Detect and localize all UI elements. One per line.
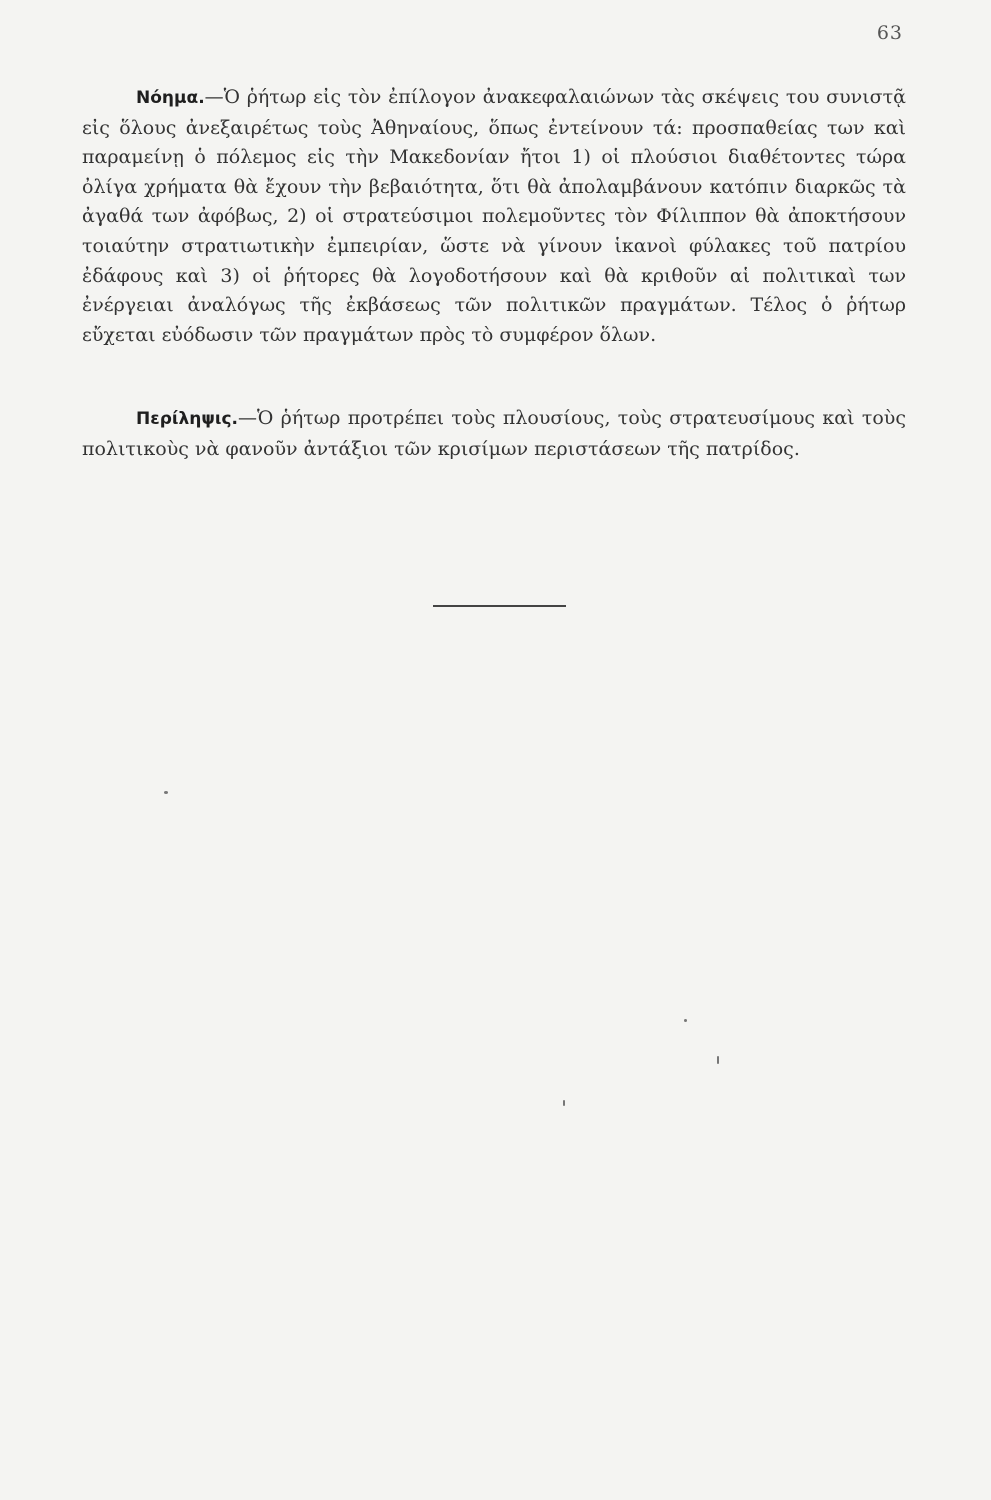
scan-speck bbox=[684, 1019, 687, 1022]
noema-heading: Νόημα. bbox=[136, 88, 205, 108]
perilipsi-body bbox=[82, 404, 906, 464]
perilipsi-paragraph bbox=[82, 404, 906, 464]
scan-speck bbox=[563, 1100, 565, 1106]
noema-paragraph bbox=[82, 83, 906, 350]
perilipsi-heading: Περίληψις. bbox=[136, 409, 238, 429]
noema-body bbox=[82, 83, 906, 350]
scan-speck bbox=[717, 1056, 719, 1064]
section-divider-rule bbox=[433, 605, 566, 607]
scan-speck bbox=[164, 791, 168, 794]
perilipsi-text: —Ὁ ῥήτωρ προτρέπει τοὺς πλουσίους, τοὺς στρατευσίμους καὶ τοὺς πολιτικοὺς νὰ φανοῦν ἀντάξιοι τῶν κρισίμων περιστάσεων τῆς πατρίδος. bbox=[82, 407, 906, 460]
page-number: 63 bbox=[876, 22, 903, 44]
noema-text: —Ὁ ῥήτωρ εἰς τὸν ἐπίλογον ἀνακεφαλαιώνων τὰς σκέψεις του συνιστᾷ εἰς ὅλους ἀνεξαιρέτως τοὺς Ἀθηναίους, ὅπως ἐντείνουν τά: προσπαθείας των καὶ παραμείνῃ ὁ πόλεμος εἰς τὴν Μακεδονίαν ἤτοι 1) οἱ πλούσιοι διαθέτοντες τώρα ὀλίγα χρήματα θὰ ἔχουν τὴν βεβαιότητα, ὅτι θὰ ἀπολαμβάνουν κατόπιν διαρκῶς τὰ ἀγαθά των ἀφόβως, 2) οἱ στρατεύσιμοι πολεμοῦντες τὸν Φίλιππον θὰ ἀποκτήσουν τοιαύτην στρατιωτικὴν ἐμπειρίαν, ὥστε νὰ γίνουν ἱκανοὶ φύλακες τοῦ πατρίου ἐδάφους καὶ 3) οἱ ῥήτορες θὰ λογοδοτήσουν καὶ θὰ κριθοῦν αἱ πολιτικαὶ των ἐνέργειαι ἀναλόγως τῆς ἐκβάσεως τῶν πολιτικῶν πραγμάτων. Τέλος ὁ ῥήτωρ εὔχεται εὐόδωσιν τῶν πραγμάτων πρὸς τὸ συμφέρον ὅλων. bbox=[82, 86, 906, 346]
